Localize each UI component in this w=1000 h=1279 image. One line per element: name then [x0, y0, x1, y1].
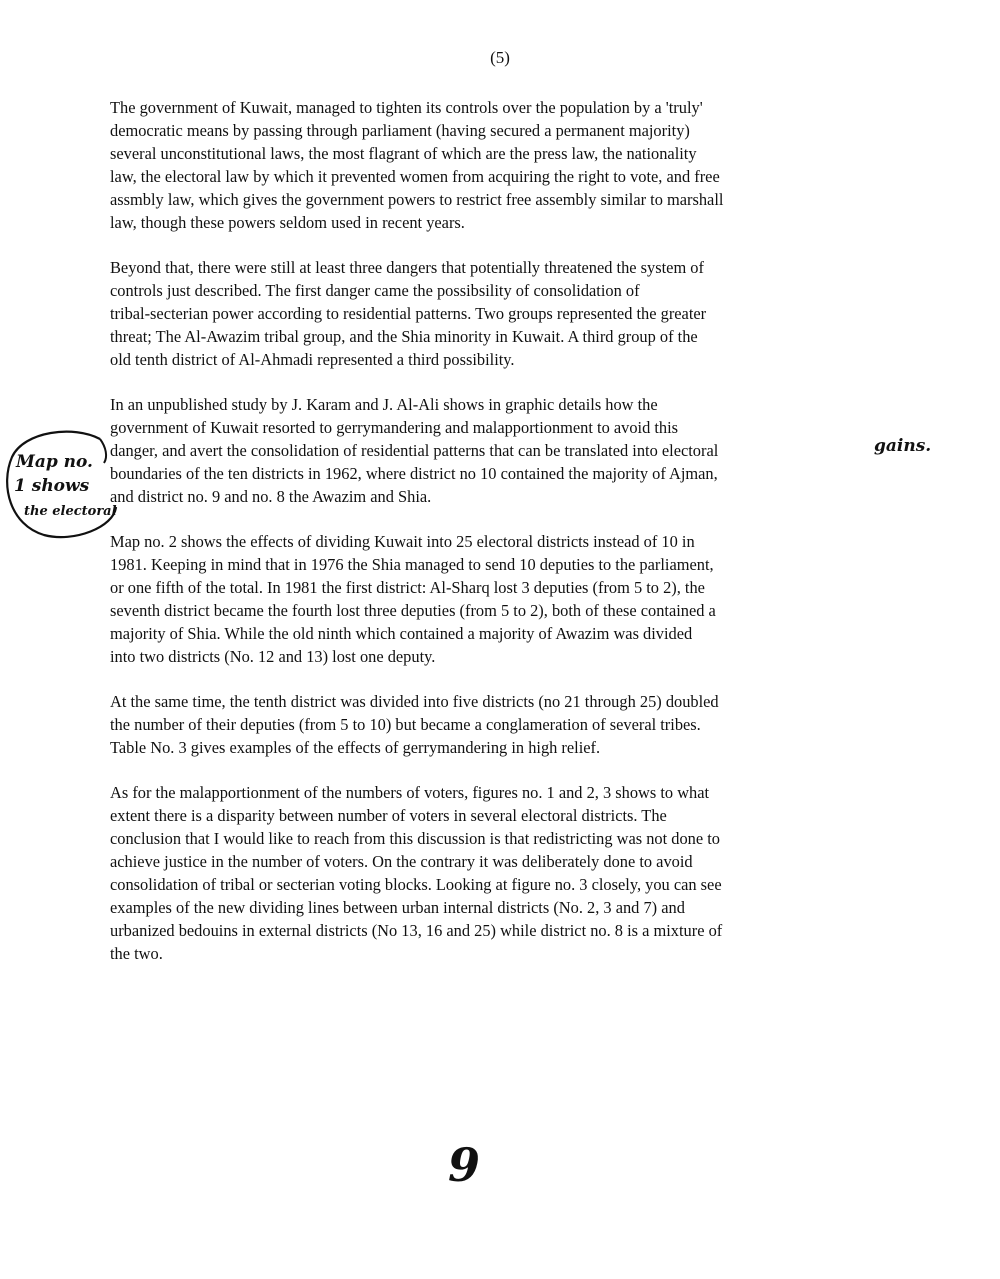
text-line: government of Kuwait resorted to gerrymandering and malapportionment to avoid this [110, 418, 679, 437]
text-line: urbanized bedouins in external districts (No 13, 16 and 25) while district no. 8 is a mixture of [110, 921, 723, 940]
text-line: conclusion that I would like to reach from this discussion is that redistricting was not done to [110, 829, 720, 848]
text-line: threat; The Al-Awazim tribal group, and the Shia minority in Kuwait. A third group of the [110, 327, 698, 346]
paragraph-2 [110, 256, 870, 371]
text-line: consolidation of tribal or secterian voting blocks. Looking at figure no. 3 closely, you can see [110, 875, 722, 894]
margin-note-line: Map no. [16, 452, 93, 472]
page-number: (5) [490, 48, 510, 67]
text-line: law, the electoral law by which it prevented women from acquiring the right to vote, and free [110, 167, 720, 186]
text-line: extent there is a disparity between number of voters in several electoral districts. The [110, 806, 667, 825]
margin-note-line: 1 shows [14, 476, 90, 496]
text-line: the two. [110, 944, 163, 963]
text-line: majority of Shia. While the old ninth which contained a majority of Awazim was divided [110, 624, 693, 643]
text-line: the number of their deputies (from 5 to 10) but became a conglameration of several tribes. [110, 715, 701, 734]
text-line: seventh district became the fourth lost three deputies (from 5 to 2), both of these contained a [110, 601, 716, 620]
text-line: The government of Kuwait, managed to tighten its controls over the population by a 'truly' [110, 98, 703, 117]
text-line: As for the malapportionment of the numbers of voters, figures no. 1 and 2, 3 shows to what [110, 783, 710, 802]
text-line: danger, and avert the consolidation of residential patterns that can be translated into electoral [110, 441, 719, 460]
text-line: several unconstitutional laws, the most flagrant of which are the press law, the nationality [110, 144, 697, 163]
paragraph-6 [110, 781, 870, 965]
handwritten-margin-note [4, 427, 122, 541]
text-line: In an unpublished study by J. Karam and J. Al-Ali shows in graphic details how the [110, 395, 658, 414]
paragraph-3 [110, 393, 870, 508]
text-line: assmbly law, which gives the government powers to restrict free assembly similar to marshall [110, 190, 724, 209]
paragraph-5 [110, 690, 870, 759]
paragraph-4 [110, 530, 870, 668]
text-line: or one fifth of the total. In 1981 the first district: Al-Sharq lost 3 deputies (from 5 to 2), the [110, 578, 705, 597]
text-line: Beyond that, there were still at least three dangers that potentially threatened the system of [110, 258, 704, 277]
text-line: law, though these powers seldom used in recent years. [110, 213, 465, 232]
text-line: tribal-secterian power according to residential patterns. Two groups represented the greater [110, 304, 707, 323]
margin-note-line: the electoral [24, 504, 117, 519]
text-line: Map no. 2 shows the effects of dividing Kuwait into 25 electoral districts instead of 10 in [110, 532, 695, 551]
text-line: examples of the new dividing lines between urban internal districts (No. 2, 3 and 7) and [110, 898, 685, 917]
text-line: old tenth district of Al-Ahmadi represented a third possibility. [110, 350, 515, 369]
text-line: and district no. 9 and no. 8 the Awazim and Shia. [110, 487, 432, 506]
text-line: At the same time, the tenth district was divided into five districts (no 21 through 25) doubled [110, 692, 719, 711]
text-line: Table No. 3 gives examples of the effects of gerrymandering in high relief. [110, 738, 601, 757]
paragraph-1 [110, 96, 870, 234]
text-line: boundaries of the ten districts in 1962, where district no 10 contained the majority of Ajman, [110, 464, 718, 483]
text-line: achieve justice in the number of voters. On the contrary it was deliberately done to avoid [110, 852, 693, 871]
text-line: 1981. Keeping in mind that in 1976 the Shia managed to send 10 deputies to the parliament, [110, 555, 714, 574]
text-line: into two districts (No. 12 and 13) lost one deputy. [110, 647, 436, 666]
handwritten-page-number: 9 [448, 1138, 481, 1192]
text-line: democratic means by passing through parliament (having secured a permanent majority) [110, 121, 690, 140]
handwritten-gains: gains. [874, 436, 932, 456]
document-body [110, 96, 870, 987]
text-line: controls just described. The first danger came the possibsility of consolidation of [110, 281, 640, 300]
